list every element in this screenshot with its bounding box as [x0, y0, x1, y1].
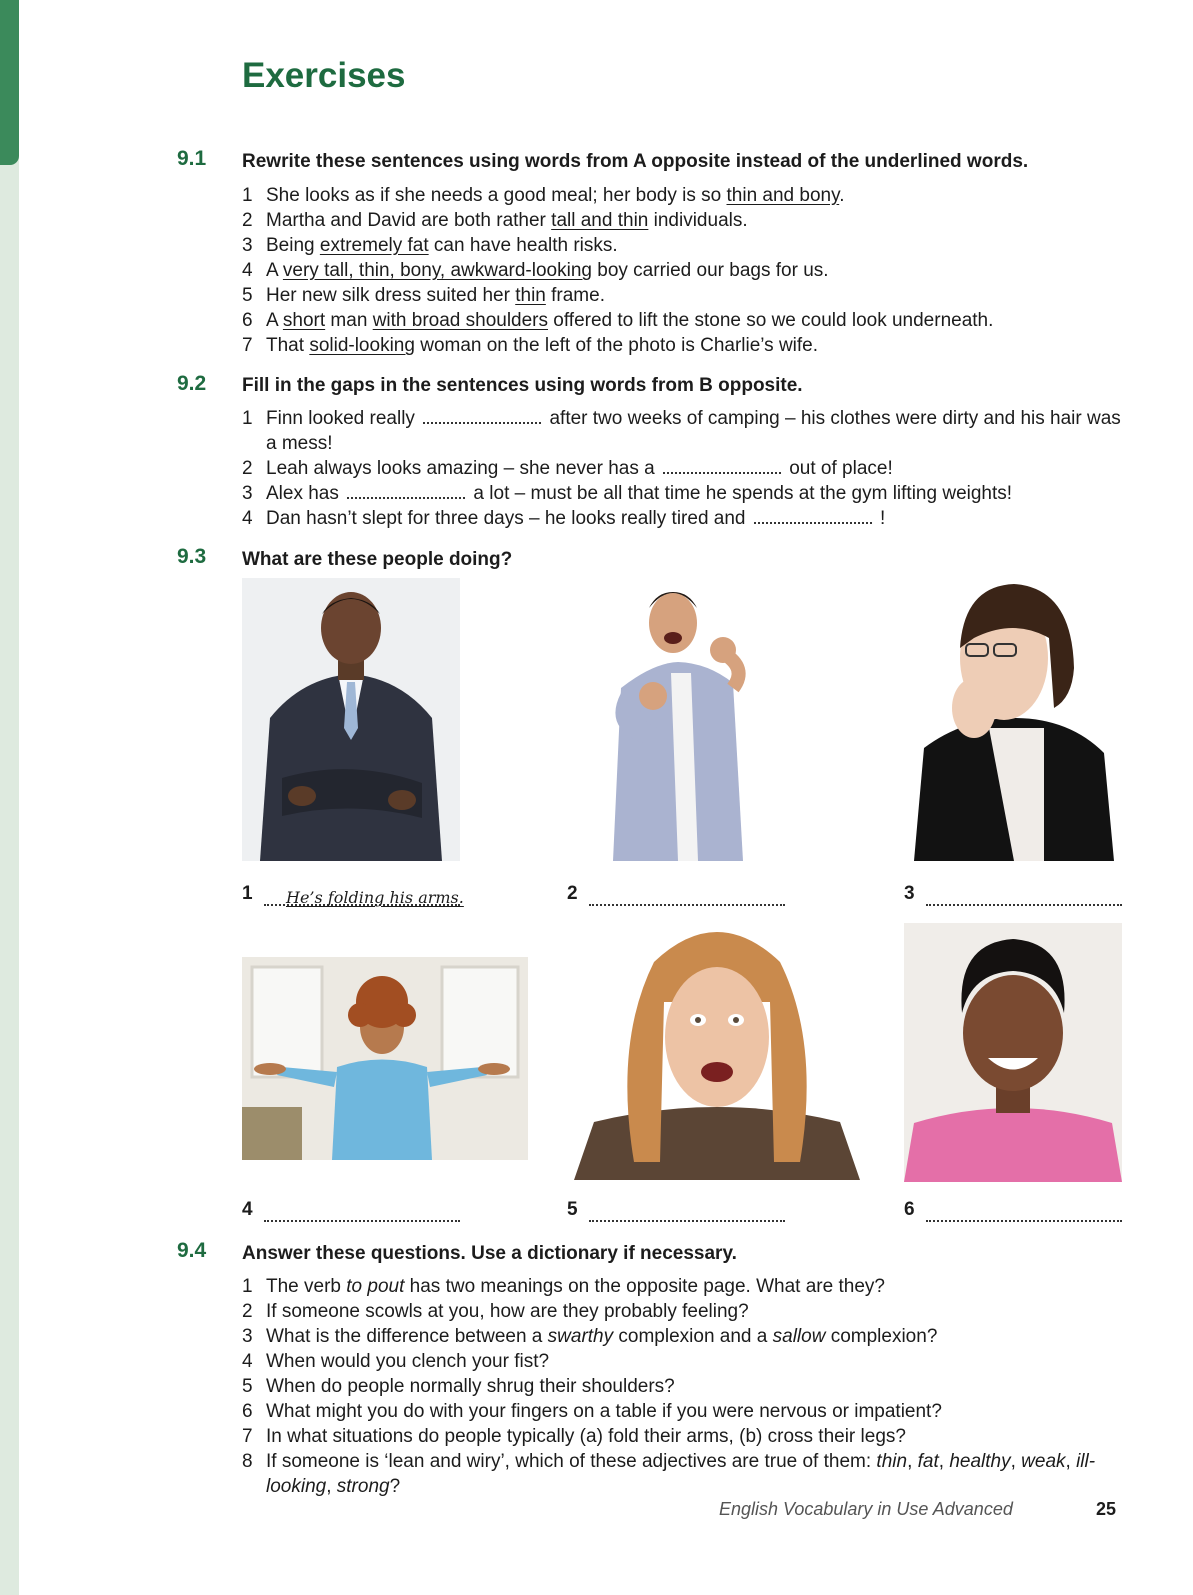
answer-line-1[interactable]: 1 He’s folding his arms. — [242, 883, 464, 907]
exercise-number-9-3: 9.3 — [177, 545, 207, 568]
exercise-9-1-list — [242, 183, 1122, 358]
page-title: Exercises — [242, 56, 406, 95]
list-item: 4 Dan hasn’t slept for three days – he looks really tired and ! — [242, 508, 886, 529]
list-item: 2 If someone scowls at you, how are they probably feeling? — [242, 1301, 749, 1322]
list-item: 8 If someone is ‘lean and wiry’, which of these adjectives are true of them: thin, fat, healthy, weak, ill-looking, strong? — [242, 1451, 1096, 1497]
answer-gap[interactable] — [663, 458, 781, 474]
exercise-instruction-9-2: Fill in the gaps in the sentences using words from B opposite. — [242, 375, 803, 396]
list-item: 1 Finn looked really after two weeks of camping – his clothes were dirty and his hair was a mess! — [242, 408, 1121, 454]
list-item: 4 A very tall, thin, bony, awkward-looking boy carried our bags for us. — [242, 260, 829, 281]
exercise-instruction-9-1: Rewrite these sentences using words from A opposite instead of the underlined words. — [242, 151, 1029, 172]
exercise-number-9-2: 9.2 — [177, 372, 207, 395]
list-item: 5 When do people normally shrug their shoulders? — [242, 1376, 675, 1397]
list-item: 1 She looks as if she needs a good meal; her body is so thin and bony. — [242, 185, 845, 206]
photo-child-shrugging — [242, 957, 528, 1160]
answer-gap[interactable] — [754, 508, 872, 524]
exercise-number-9-1: 9.1 — [177, 147, 207, 170]
answer-line-4[interactable]: 4 — [242, 1199, 464, 1225]
photo-woman-smiling — [904, 923, 1122, 1182]
exercise-instruction-9-4: Answer these questions. Use a dictionary if necessary. — [242, 1243, 737, 1264]
photo-woman-biting-nails — [904, 578, 1122, 861]
side-color-strip — [0, 0, 19, 1595]
list-item: 3 Being extremely fat can have health risks. — [242, 235, 618, 256]
list-item: 1 The verb to pout has two meanings on the opposite page. What are they? — [242, 1276, 885, 1297]
list-item: 3 What is the difference between a swarthy complexion and a sallow complexion? — [242, 1326, 938, 1347]
list-item: 7 In what situations do people typically (a) fold their arms, (b) cross their legs? — [242, 1426, 906, 1447]
answer-gap[interactable] — [423, 408, 541, 424]
answer-line-6[interactable]: 6 — [904, 1199, 1126, 1225]
photo-man-clenching-fists — [573, 578, 791, 861]
answer-line-2[interactable]: 2 — [567, 883, 789, 909]
exercise-number-9-4: 9.4 — [177, 1239, 207, 1262]
page-number: 25 — [1096, 1499, 1117, 1519]
list-item: 4 When would you clench your fist? — [242, 1351, 550, 1372]
answer-line-3[interactable]: 3 — [904, 883, 1126, 909]
list-item: 6 A short man with broad shoulders offered to lift the stone so we could look underneath. — [242, 310, 994, 331]
footer-book-title: English Vocabulary in Use Advanced — [719, 1499, 1013, 1519]
exercise-instruction-9-3: What are these people doing? — [242, 549, 513, 570]
answer-gap[interactable] — [347, 483, 465, 499]
list-item: 7 That solid-looking woman on the left of the photo is Charlie’s wife. — [242, 335, 819, 356]
answer-line-5[interactable]: 5 — [567, 1199, 789, 1225]
list-item: 2 Martha and David are both rather tall and thin individuals. — [242, 210, 748, 231]
handwritten-answer: He’s folding his arms. — [286, 888, 464, 907]
exercise-9-4-list — [242, 1274, 1122, 1499]
photo-man-folding-arms — [242, 578, 460, 861]
list-item: 3 Alex has a lot – must be all that time he spends at the gym lifting weights! — [242, 483, 1013, 504]
side-unit-tab — [0, 0, 19, 165]
photo-woman-shocked — [574, 922, 860, 1180]
list-item: 5 Her new silk dress suited her thin frame. — [242, 285, 605, 306]
list-item: 2 Leah always looks amazing – she never has a out of place! — [242, 458, 893, 479]
list-item: 6 What might you do with your fingers on a table if you were nervous or impatient? — [242, 1401, 942, 1422]
exercise-9-2-list — [242, 406, 1122, 531]
